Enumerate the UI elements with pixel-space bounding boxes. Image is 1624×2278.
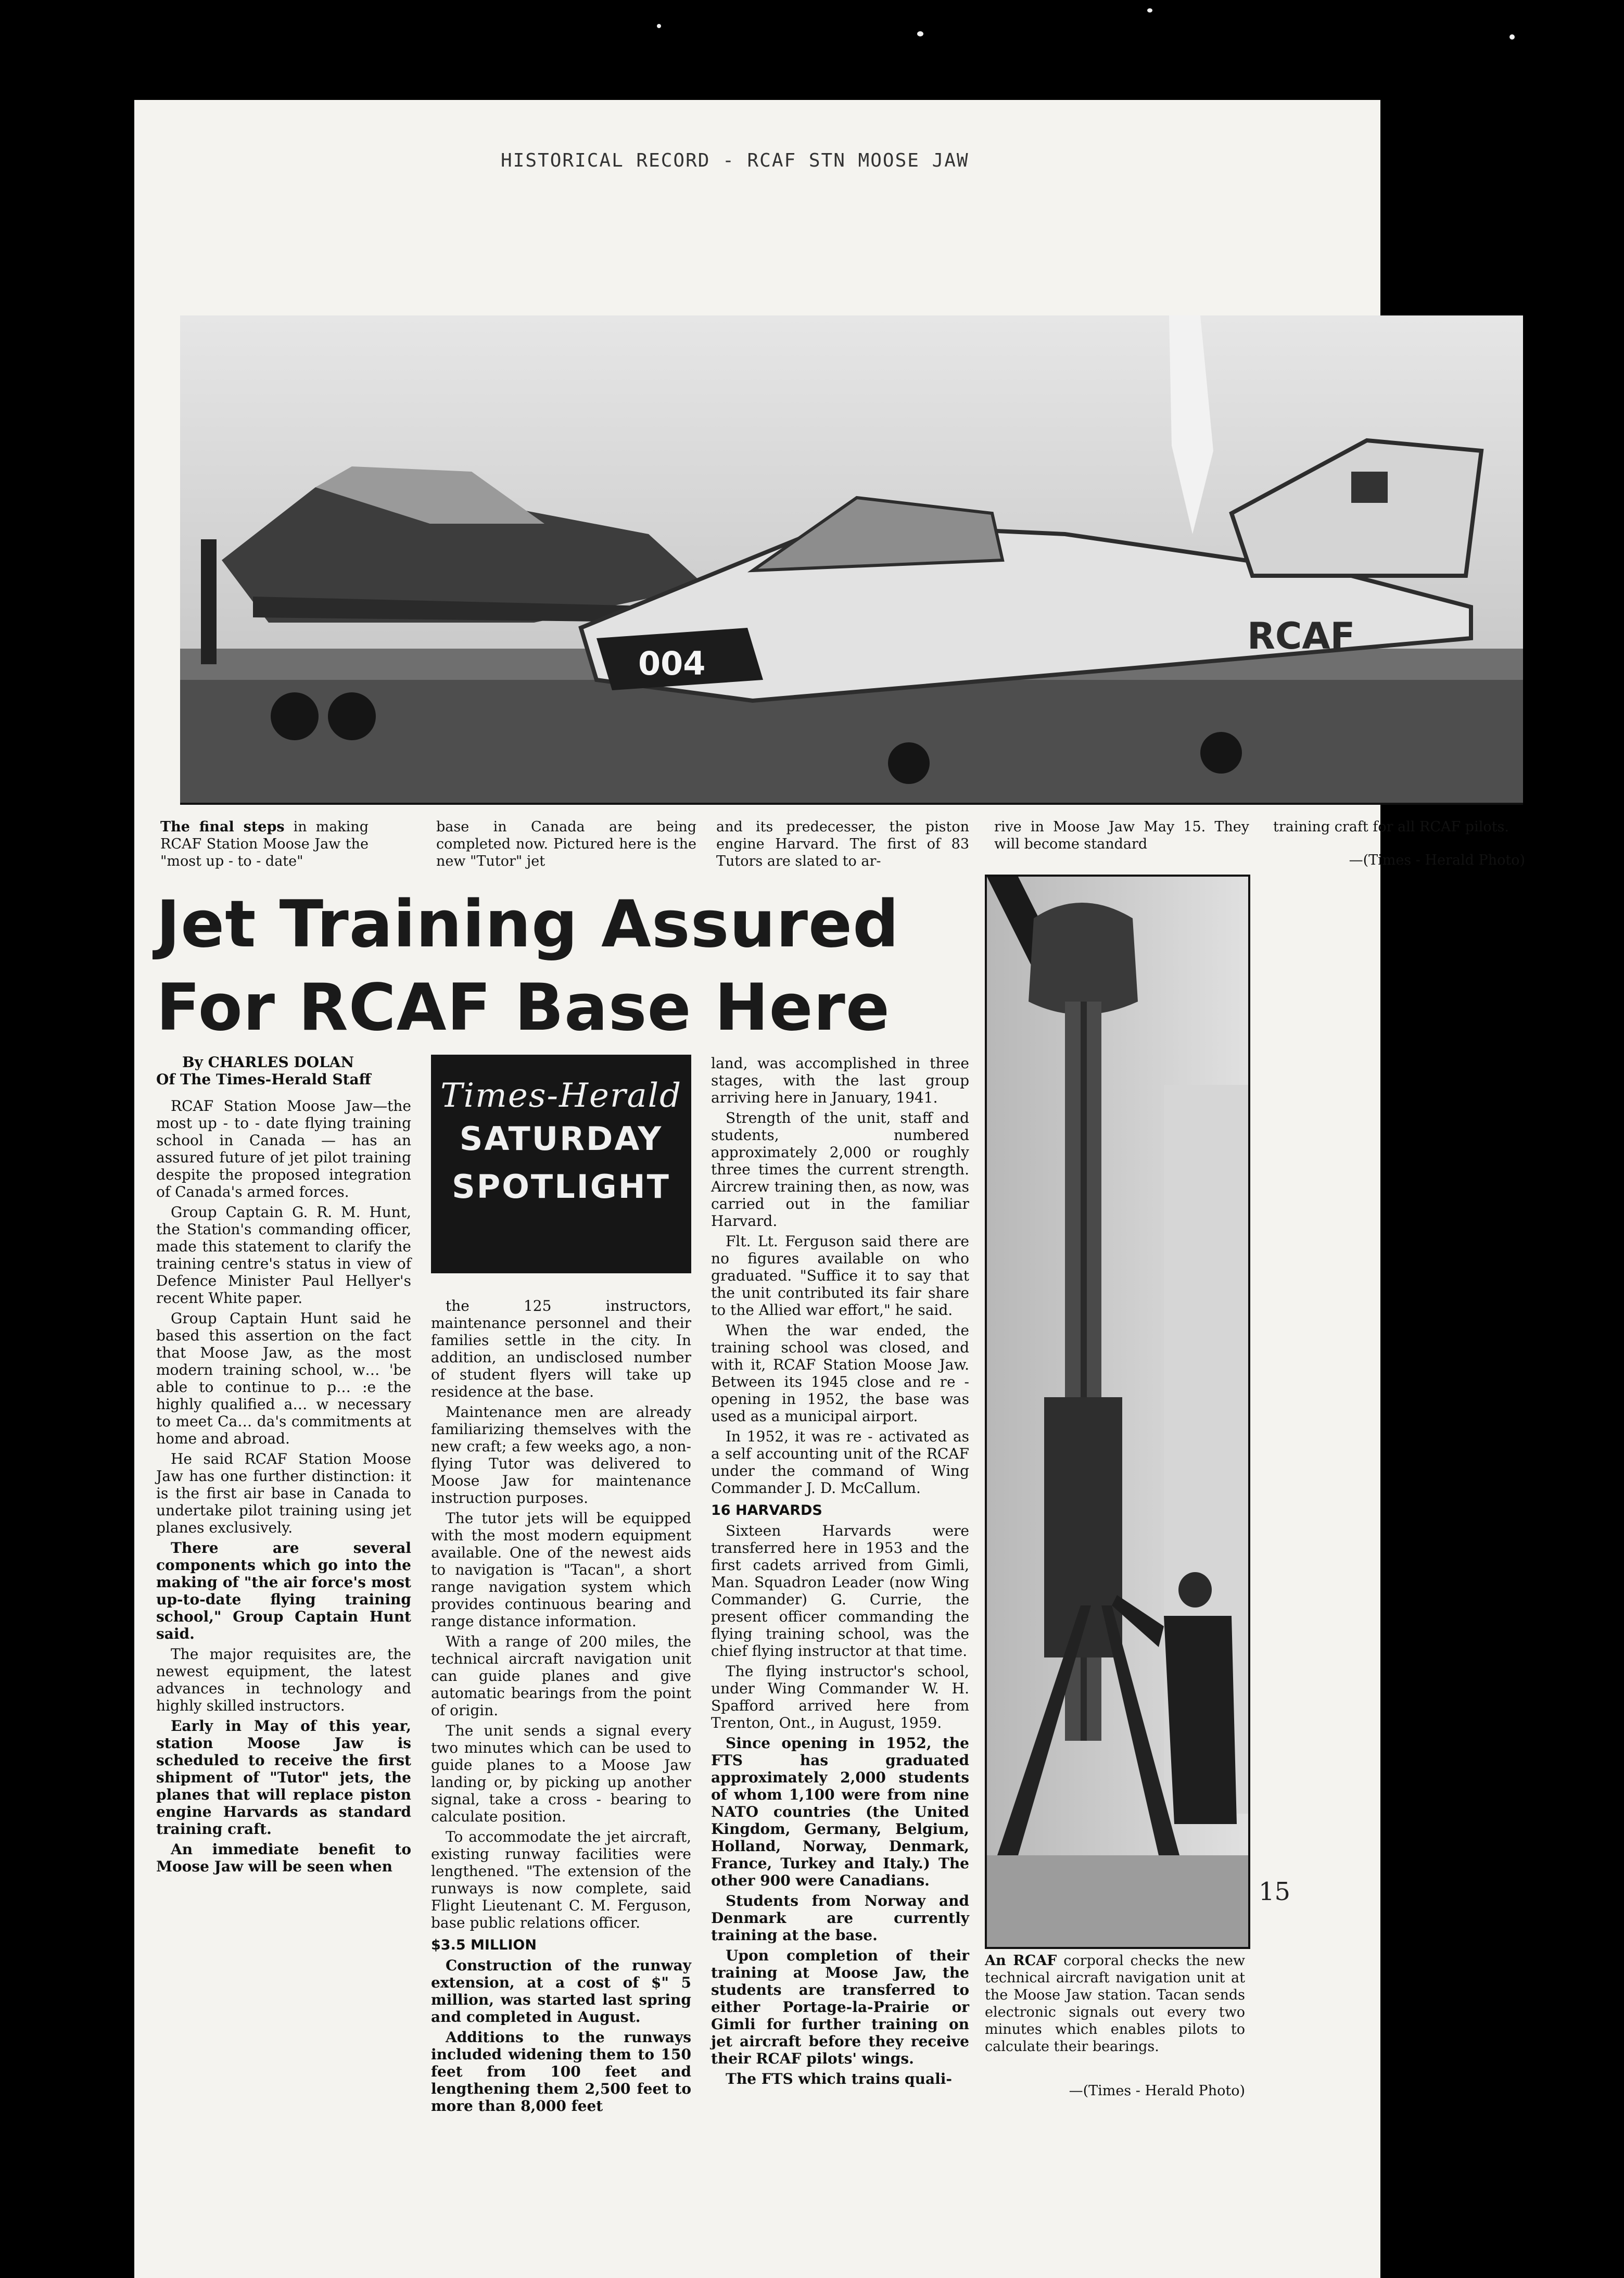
paragraph: In 1952, it was re - activated as a self accounting unit of the RCAF under the command of Wing Commander J. D. McCallum.: [711, 1428, 969, 1497]
article-column-1: [156, 1054, 411, 1878]
article-column-3: [711, 1055, 969, 2091]
paragraph: The FTS which trains quali-: [726, 2070, 952, 2087]
photo-caption-col1: The final steps in making RCAF Station Moose Jaw the "most up - to - date": [160, 819, 369, 869]
article-column-2: [431, 1297, 691, 2118]
paragraph: Early in May of this year, station Moose Jaw is scheduled to receive the first shipment of "Tutor" jets, the planes that will replace piston engine Harvards as standard training craft.: [156, 1717, 411, 1838]
paragraph: RCAF Station Moose Jaw—the most up - to - date flying training school in Canada — has an assured future of jet pilot training despite the proposed integration of Canada's armed forces.: [156, 1097, 411, 1200]
paragraph: Group Captain G. R. M. Hunt, the Station's commanding officer, made this statement to clarify the training centre's status in view of Defence Minister Paul Hellyer's recent White paper.: [156, 1204, 411, 1307]
headline: [156, 883, 968, 1049]
paragraph: There are several components which go into the making of "the air force's most up-to-date flying training school," Group Captain Hunt said.: [156, 1539, 411, 1642]
subhead: $3.5 MILLION: [431, 1937, 537, 1953]
paragraph: Since opening in 1952, the FTS has graduated approximately 2,000 students of whom 1,100 were from nine NATO countries (the United Kingdom, Germany, Belgium, Holland, Norway, Denmark, France, Turkey and Italy.) The other 900 were Canadians.: [711, 1735, 969, 1889]
tacan-caption: An RCAF corporal checks the new technical aircraft navigation unit at the Moose Jaw station. Tacan sends electronic signals out every two minutes which enables pilots to calculate their bearings.: [985, 1953, 1245, 2055]
photo-caption-col2: base in Canada are being completed now. Pictured here is the new "Tutor" jet: [436, 819, 696, 869]
paragraph: The flying instructor's school, under Wing Commander W. H. Spafford arrived here from Trenton, Ont., in August, 1959.: [711, 1663, 969, 1731]
scan-speck: [657, 24, 661, 28]
paragraph: Flt. Lt. Ferguson said there are no figures available on who graduated. "Suffice it to say that the unit contributed its fair share to the Allied war effort," he said.: [711, 1233, 969, 1319]
paragraph: Sixteen Harvards were transferred here in 1953 and the first cadets arrived from Gimli, Man. Squadron Leader (now Wing Commander) G. Currie, the present officer commanding the flying training school, was the chief flying instructor at that time.: [711, 1522, 969, 1660]
paragraph: To accommodate the jet aircraft, existing runway facilities were lengthened. "The extension of the runways is now complete, said Flight Lieutenant C. M. Ferguson, base public relations officer.: [431, 1828, 691, 1931]
byline-staff: Of The Times-Herald Staff: [156, 1071, 371, 1088]
page-number: 15: [1259, 1877, 1291, 1906]
subhead: 16 HARVARDS: [711, 1502, 822, 1518]
photo-caption-col4: rive in Moose Jaw May 15. They will become standard: [994, 819, 1249, 852]
headline-line2: For RCAF Base Here: [156, 970, 890, 1045]
paragraph: Upon completion of their training at Moose Jaw, the students are transferred to either Portage-la-Prairie or Gimli for further training on jet aircraft before they receive their RCAF pilots' wings.: [711, 1947, 969, 2067]
paragraph: The unit sends a signal every two minutes which can be used to guide planes to a Moose Jaw landing or, by picking up another signal, take a cross - bearing to calculate position.: [431, 1722, 691, 1825]
paragraph: Strength of the unit, staff and students, numbered approximately 2,000 or roughly three times the current strength. Aircrew training then, as now, was carried out in the familiar Harvard.: [711, 1109, 969, 1230]
paragraph: Construction of the runway extension, at a cost of $" 5 million, was started last spring and completed in August.: [431, 1957, 691, 2026]
paragraph: Group Captain Hunt said he based this assertion on the fact that Moose Jaw, as the most modern training school, w… 'be able to continue to p… :e the highly qualified a… w necessary to meet Ca… da's commitments at home and abroad.: [156, 1310, 411, 1447]
spotlight-line2: SPOTLIGHT: [452, 1168, 670, 1206]
paragraph: The major requisites are, the newest equipment, the latest advances in technology and highly skilled instructors.: [156, 1646, 411, 1714]
paragraph: land, was accomplished in three stages, with the last group arriving here in January, 1941.: [711, 1055, 969, 1106]
paragraph: The tutor jets will be equipped with the most modern equipment available. One of the newest aids to navigation is "Tacan", a short range navigation system which provides continuous bearing and range distance information.: [431, 1510, 691, 1630]
photo-caption-col3: and its predecesser, the piston engine Harvard. The first of 83 Tutors are slated to ar-: [716, 819, 969, 869]
photo-credit: —(Times - Herald Photo): [1349, 852, 1525, 868]
page-header: HISTORICAL RECORD - RCAF STN MOOSE JAW: [501, 150, 969, 171]
aircraft-photo: [180, 315, 1523, 805]
scan-speck: [1147, 8, 1152, 12]
paragraph: Additions to the runways included widening them to 150 feet from 100 feet and lengthening them 2,500 feet to more than 8,000 feet: [431, 2029, 691, 2115]
paragraph: With a range of 200 miles, the technical aircraft navigation unit can guide planes and give automatic bearings from the point of origin.: [431, 1633, 691, 1719]
headline-line1: Jet Training Assured: [156, 887, 899, 962]
tail-marking: RCAF: [1247, 615, 1355, 657]
byline-author: By CHARLES DOLAN: [182, 1054, 354, 1071]
spotlight-line1: SATURDAY: [459, 1120, 663, 1158]
scan-speck: [917, 31, 923, 36]
paragraph: Students from Norway and Denmark are currently training at the base.: [711, 1892, 969, 1944]
paragraph: He said RCAF Station Moose Jaw has one further distinction: it is the first air base in Canada to undertake pilot training using jet planes exclusively.: [156, 1450, 411, 1536]
paragraph: An immediate benefit to Moose Jaw will be seen when: [156, 1841, 411, 1875]
tacan-photo: [985, 875, 1250, 1949]
paragraph: Maintenance men are already familiarizing themselves with the new craft; a few weeks ago, a non-flying Tutor was delivered to Moose Jaw for maintenance instruction purposes.: [431, 1403, 691, 1507]
paragraph: the 125 instructors, maintenance personnel and their families settle in the city. In addition, an undisclosed number of student flyers will take up residence at the base.: [431, 1297, 691, 1400]
paragraph: When the war ended, the training school was closed, and with it, RCAF Station Moose Jaw. Between its 1945 close and re - opening in 1952, the base was used as a municipal airport.: [711, 1322, 969, 1425]
aircraft-number: 004: [638, 644, 706, 682]
scan-speck: [1509, 34, 1515, 40]
spotlight-paper-name: Times-Herald: [440, 1077, 682, 1115]
photo-caption-col5: training craft for all RCAF pilots.: [1273, 819, 1509, 835]
tacan-photo-credit: —(Times - Herald Photo): [1069, 2083, 1245, 2099]
spotlight-box: [431, 1055, 691, 1273]
